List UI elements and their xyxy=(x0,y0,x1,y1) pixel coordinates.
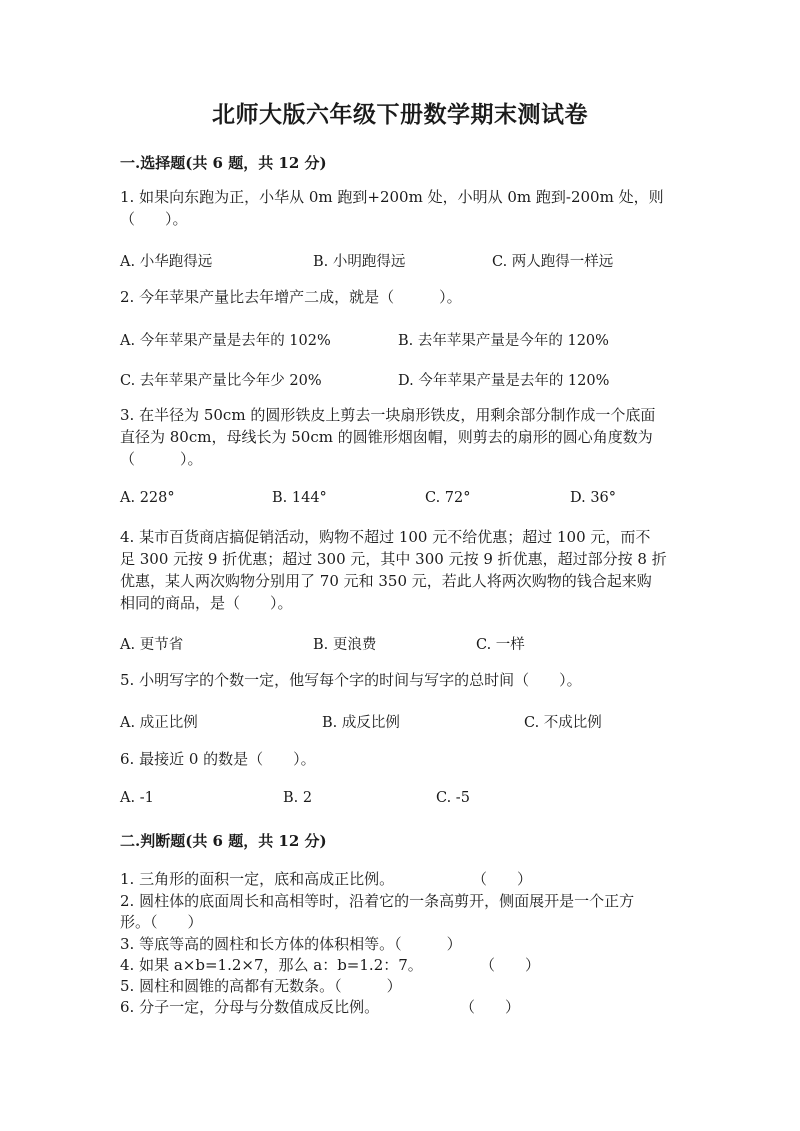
question-2 xyxy=(120,286,680,308)
question-5-option-a: A. 成正比例 xyxy=(120,715,198,731)
judge-item-1 xyxy=(120,868,533,889)
question-4-line-1: 4. 某市百货商店搞促销活动，购物不超过 100 元不给优惠；超过 100 元，而不 xyxy=(120,528,651,546)
judge-item-3-text: 3. 等底等高的圆柱和长方体的体积相等。（ ） xyxy=(120,935,462,953)
question-3-option-d: D. 36° xyxy=(570,490,617,506)
question-6-option-b: B. 2 xyxy=(283,790,313,806)
question-1-line-1: 1. 如果向东跑为正，小华从 0m 跑到+200m 处，小明从 0m 跑到-200m 处，则 xyxy=(120,188,664,206)
judge-item-4 xyxy=(120,954,541,975)
question-2-option-b: B. 去年苹果产量是今年的 120% xyxy=(398,333,609,349)
question-2-option-d: D. 今年苹果产量是去年的 120% xyxy=(398,373,610,389)
question-6-option-c: C. -5 xyxy=(436,790,470,806)
judge-item-3 xyxy=(120,933,462,954)
question-3-option-a: A. 228° xyxy=(120,490,175,506)
question-2-line-1: 2. 今年苹果产量比去年增产二成，就是（ ）。 xyxy=(120,288,462,306)
question-3-option-b: B. 144° xyxy=(272,490,327,506)
section-heading-choice: 一.选择题(共 6 题，共 12 分) xyxy=(120,154,327,172)
judge-item-6-blank: （ ） xyxy=(460,998,521,1016)
judge-item-6 xyxy=(120,996,521,1017)
question-4-option-c: C. 一样 xyxy=(476,637,525,653)
question-4-option-a: A. 更节省 xyxy=(120,637,184,653)
judge-item-5 xyxy=(120,975,402,996)
question-5-option-c: C. 不成比例 xyxy=(524,715,602,731)
question-1-line-2: （ ）。 xyxy=(120,210,188,228)
question-1-option-c: C. 两人跑得一样远 xyxy=(492,254,614,270)
question-3-line-1: 3. 在半径为 50cm 的圆形铁皮上剪去一块扇形铁皮，用剩余部分制作成一个底面 xyxy=(120,406,656,424)
judge-item-5-text: 5. 圆柱和圆锥的高都有无数条。（ ） xyxy=(120,977,402,995)
judge-item-1-text: 1. 三角形的面积一定，底和高成正比例。 xyxy=(120,870,395,888)
page-title: 北师大版六年级下册数学期末测试卷 xyxy=(212,101,588,128)
judge-item-4-text: 4. 如果 a×b=1.2×7，那么 a：b=1.2：7。 xyxy=(120,956,423,974)
question-6-line-1: 6. 最接近 0 的数是（ ）。 xyxy=(120,750,316,768)
question-3-option-c: C. 72° xyxy=(425,490,471,506)
judge-item-2-cont-text: 形。（ ） xyxy=(120,913,203,931)
judge-item-2-text: 2. 圆柱体的底面周长和高相等时，沿着它的一条高剪开，侧面展开是一个正方 xyxy=(120,892,635,910)
judge-item-2 xyxy=(120,890,634,911)
judge-item-1-blank: （ ） xyxy=(472,870,533,888)
question-2-option-a: A. 今年苹果产量是去年的 102% xyxy=(120,333,331,349)
question-3-line-2: 直径为 80cm，母线长为 50cm 的圆锥形烟囱帽，则剪去的扇形的圆心角度数为 xyxy=(120,428,653,446)
section-heading-judgement: 二.判断题(共 6 题，共 12 分) xyxy=(120,832,327,850)
judge-item-2-cont xyxy=(120,911,203,932)
question-1-option-b: B. 小明跑得远 xyxy=(313,254,406,270)
question-2-option-c: C. 去年苹果产量比今年少 20% xyxy=(120,373,322,389)
judge-item-6-text: 6. 分子一定，分母与分数值成反比例。 xyxy=(120,998,380,1016)
question-1-option-a: A. 小华跑得远 xyxy=(120,254,213,270)
question-4-option-b: B. 更浪费 xyxy=(313,637,377,653)
question-4-line-2: 足 300 元按 9 折优惠；超过 300 元，其中 300 元按 9 折优惠，超过部分按 8 折 xyxy=(120,550,667,568)
question-1 xyxy=(120,186,680,230)
question-5 xyxy=(120,669,680,691)
question-4 xyxy=(120,526,680,614)
question-3-line-3: （ ）。 xyxy=(120,450,203,468)
question-6 xyxy=(120,748,680,770)
question-5-line-1: 5. 小明写字的个数一定，他写每个字的时间与写字的总时间（ ）。 xyxy=(120,671,582,689)
question-6-option-a: A. -1 xyxy=(120,790,154,806)
question-4-line-3: 优惠，某人两次购物分别用了 70 元和 350 元，若此人将两次购物的钱合起来购 xyxy=(120,572,652,590)
question-5-option-b: B. 成反比例 xyxy=(322,715,400,731)
judge-item-4-blank: （ ） xyxy=(480,956,541,974)
question-4-line-4: 相同的商品，是（ ）。 xyxy=(120,594,293,612)
question-3 xyxy=(120,404,680,470)
